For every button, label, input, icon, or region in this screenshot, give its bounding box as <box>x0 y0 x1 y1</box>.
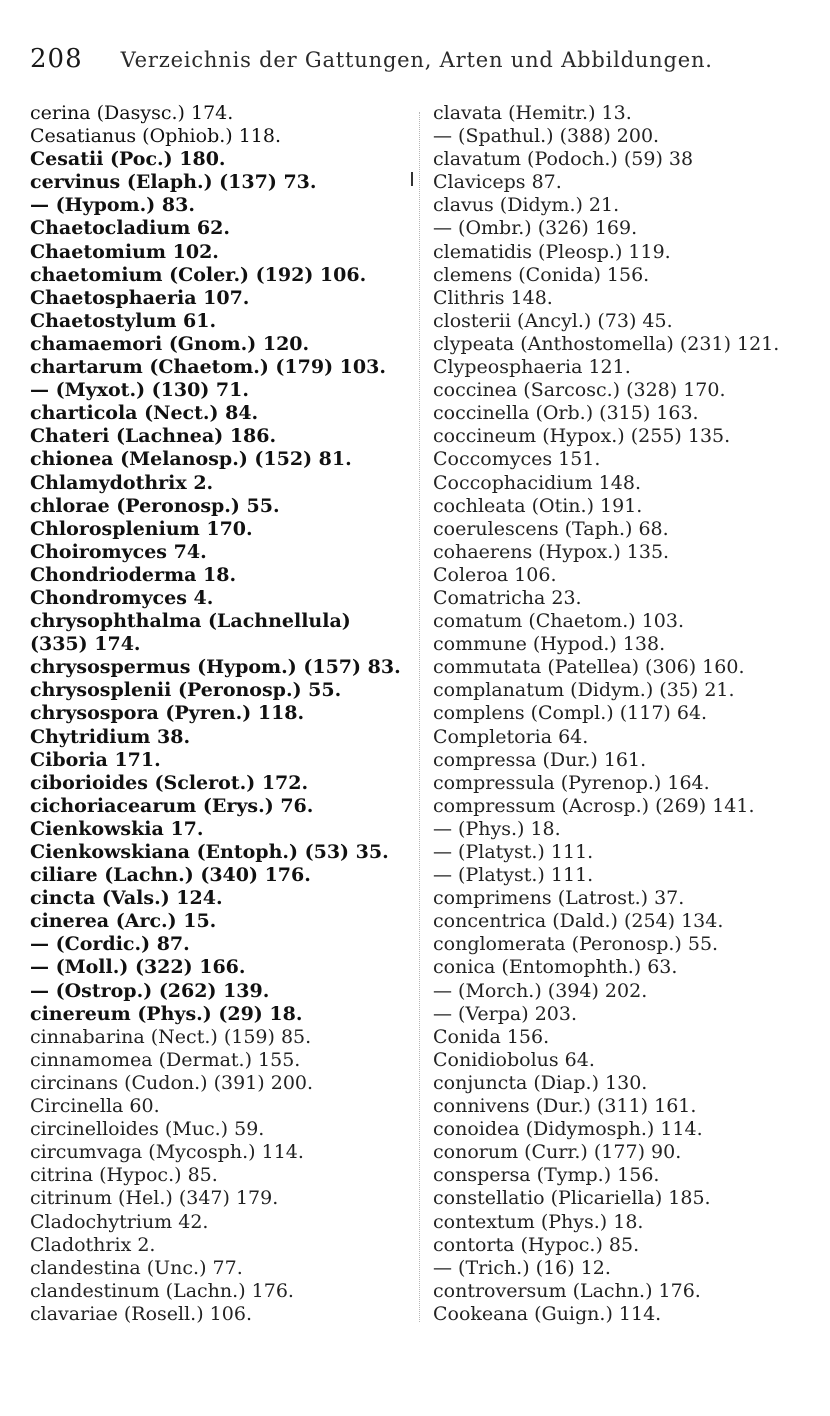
index-entry: cervinus (Elaph.) (137) 73. <box>30 171 317 194</box>
index-entry: — (Cordic.) 87. <box>30 933 190 956</box>
index-entry: cinereum (Phys.) (29) 18. <box>30 1002 303 1025</box>
index-entry: Clithris 148. <box>433 286 553 309</box>
index-entry: cincta (Vals.) 124. <box>30 887 223 910</box>
index-entry: — (Ostrop.) (262) 139. <box>30 979 270 1002</box>
index-entry: clandestinum (Lachn.) 176. <box>30 1279 294 1302</box>
index-entry: cochleata (Otin.) 191. <box>433 494 643 517</box>
index-entry: — (Verpa) 203. <box>433 1002 578 1025</box>
index-entry: Cookeana (Guign.) 114. <box>433 1302 662 1325</box>
index-entry: Cladothrix 2. <box>30 1233 156 1256</box>
index-entry: compressula (Pyrenop.) 164. <box>433 771 710 794</box>
index-entry: cerina (Dasysc.) 174. <box>30 102 234 124</box>
index-entry: cinerea (Arc.) 15. <box>30 910 217 933</box>
index-entry: compressa (Dur.) 161. <box>433 748 647 771</box>
index-entry: Chlamydothrix 2. <box>30 471 214 494</box>
index-entry: complens (Compl.) (117) 64. <box>433 702 708 725</box>
index-entry: Coccophacidium 148. <box>433 471 641 494</box>
running-title: Verzeichnis der Gattungen, Arten und Abbildungen. <box>120 48 713 72</box>
index-entry: Cienkowskiana (Entoph.) (53) 35. <box>30 841 389 863</box>
index-entry: Choiromyces 74. <box>30 540 207 563</box>
index-entry: — (Ombr.) (326) 169. <box>433 217 638 240</box>
index-entry: coccinella (Orb.) (315) 163. <box>433 402 699 425</box>
index-entry: clavariae (Rosell.) 106. <box>30 1302 252 1325</box>
index-entry: Comatricha 23. <box>433 586 582 609</box>
index-entry: complanatum (Didym.) (35) 21. <box>433 679 735 702</box>
index-entry: Cesatianus (Ophiob.) 118. <box>30 125 282 148</box>
index-entry: — (Platyst.) 111. <box>433 864 594 887</box>
index-entry: conglomerata (Peronosp.) 55. <box>433 933 719 956</box>
index-entry: chamaemori (Gnom.) 120. <box>30 332 310 355</box>
index-entry: citrinum (Hel.) (347) 179. <box>30 1187 279 1210</box>
index-entry: Cienkowskia 17. <box>30 817 204 840</box>
index-entry: — (Hypom.) 83. <box>30 194 195 217</box>
index-entry: Coccomyces 151. <box>433 448 601 471</box>
index-entry: Claviceps 87. <box>433 171 562 194</box>
index-entry: — (Platyst.) 111. <box>433 841 594 863</box>
index-entry: chlorae (Peronosp.) 55. <box>30 494 280 517</box>
index-entry: contextum (Phys.) 18. <box>433 1210 644 1233</box>
index-entry: compressum (Acrosp.) (269) 141. <box>433 794 755 817</box>
index-entry: connivens (Dur.) (311) 161. <box>433 1095 697 1118</box>
index-entry: chrysosplenii (Peronosp.) 55. <box>30 679 342 702</box>
index-entry: Coleroa 106. <box>433 563 557 586</box>
index-column-left <box>30 102 415 1326</box>
index-entry: cinnamomea (Dermat.) 155. <box>30 1048 301 1071</box>
index-entry: circinans (Cudon.) (391) 200. <box>30 1071 314 1094</box>
index-entry: conorum (Curr.) (177) 90. <box>433 1141 682 1164</box>
index-entry: Completoria 64. <box>433 725 589 748</box>
index-entry: coccinea (Sarcosc.) (328) 170. <box>433 379 726 402</box>
index-entry: — (Trich.) (16) 12. <box>433 1256 611 1279</box>
index-entry: clypeata (Anthostomella) (231) 121. <box>433 332 780 355</box>
index-entry: — (Morch.) (394) 202. <box>433 979 648 1002</box>
index-entry: clandestina (Unc.) 77. <box>30 1256 243 1279</box>
index-entry: conjuncta (Diap.) 130. <box>433 1071 648 1094</box>
index-column-right <box>433 102 823 1326</box>
index-entry: constellatio (Plicariella) 185. <box>433 1187 711 1210</box>
index-entry: charticola (Nect.) 84. <box>30 402 259 425</box>
index-entry: — (Phys.) 18. <box>433 817 561 840</box>
index-entry: Ciboria 171. <box>30 748 161 771</box>
index-entry: ciliare (Lachn.) (340) 176. <box>30 864 311 887</box>
index-entry: circinelloides (Muc.) 59. <box>30 1118 265 1141</box>
page-number: 208 <box>30 44 83 74</box>
index-entry: clavata (Hemitr.) 13. <box>433 102 632 124</box>
index-entry: — (Moll.) (322) 166. <box>30 956 246 979</box>
index-entry: chrysospora (Pyren.) 118. <box>30 702 305 725</box>
index-entry: conoidea (Didymosph.) 114. <box>433 1118 703 1141</box>
index-entry: chaetomium (Coler.) (192) 106. <box>30 263 367 286</box>
index-entry: cohaerens (Hypox.) 135. <box>433 540 670 563</box>
index-entry: Chondromyces 4. <box>30 586 214 609</box>
index-entry: clematidis (Pleosp.) 119. <box>433 240 671 263</box>
index-entry: Chondrioderma 18. <box>30 563 237 586</box>
index-entry: clavatum (Podoch.) (59) 38 <box>433 148 694 171</box>
index-entry: conspersa (Tymp.) 156. <box>433 1164 660 1187</box>
index-entry: concentrica (Dald.) (254) 134. <box>433 910 724 933</box>
column-divider <box>419 112 420 1322</box>
index-entry: Chytridium 38. <box>30 725 191 748</box>
index-entry: ciborioides (Sclerot.) 172. <box>30 771 309 794</box>
index-entry: Conida 156. <box>433 1025 550 1048</box>
index-entry: contorta (Hypoc.) 85. <box>433 1233 640 1256</box>
index-entry: Circinella 60. <box>30 1095 160 1118</box>
index-entry: conica (Entomophth.) 63. <box>433 956 678 979</box>
index-entry: controversum (Lachn.) 176. <box>433 1279 701 1302</box>
index-entry: Chateri (Lachnea) 186. <box>30 425 277 448</box>
index-entry: cinnabarina (Nect.) (159) 85. <box>30 1025 312 1048</box>
index-entry: Chaetomium 102. <box>30 240 219 263</box>
index-entry: coccineum (Hypox.) (255) 135. <box>433 425 731 448</box>
index-entry: — (Myxot.) (130) 71. <box>30 379 249 402</box>
index-entry: chrysophthalma (Lachnellula) (335) 174. <box>30 610 351 656</box>
index-entry: comatum (Chaetom.) 103. <box>433 610 684 633</box>
index-entry: clavus (Didym.) 21. <box>433 194 620 217</box>
index-entry: — (Spathul.) (388) 200. <box>433 125 660 148</box>
index-entry: citrina (Hypoc.) 85. <box>30 1164 218 1187</box>
index-entry: chrysospermus (Hypom.) (157) 83. <box>30 656 401 679</box>
page-header <box>30 44 800 80</box>
index-entry: Conidiobolus 64. <box>433 1048 595 1071</box>
index-entry: Chaetostylum 61. <box>30 309 217 332</box>
index-entry: commune (Hypod.) 138. <box>433 633 666 656</box>
index-entry: cichoriacearum (Erys.) 76. <box>30 794 314 817</box>
index-entry: Chaetocladium 62. <box>30 217 230 240</box>
index-entry: closterii (Ancyl.) (73) 45. <box>433 309 673 332</box>
index-entry: comprimens (Latrost.) 37. <box>433 887 685 910</box>
index-entry: Chaetosphaeria 107. <box>30 286 250 309</box>
index-entry: clemens (Conida) 156. <box>433 263 650 286</box>
index-entry: commutata (Patellea) (306) 160. <box>433 656 745 679</box>
index-entry: coerulescens (Taph.) 68. <box>433 517 669 540</box>
index-entry: chartarum (Chaetom.) (179) 103. <box>30 356 386 379</box>
index-entry: circumvaga (Mycosph.) 114. <box>30 1141 304 1164</box>
index-entry: Cesatii (Poc.) 180. <box>30 148 226 171</box>
index-entry: Chlorosplenium 170. <box>30 517 253 540</box>
index-entry: Clypeosphaeria 121. <box>433 356 631 379</box>
index-entry: Cladochytrium 42. <box>30 1210 209 1233</box>
index-entry: chionea (Melanosp.) (152) 81. <box>30 448 352 471</box>
